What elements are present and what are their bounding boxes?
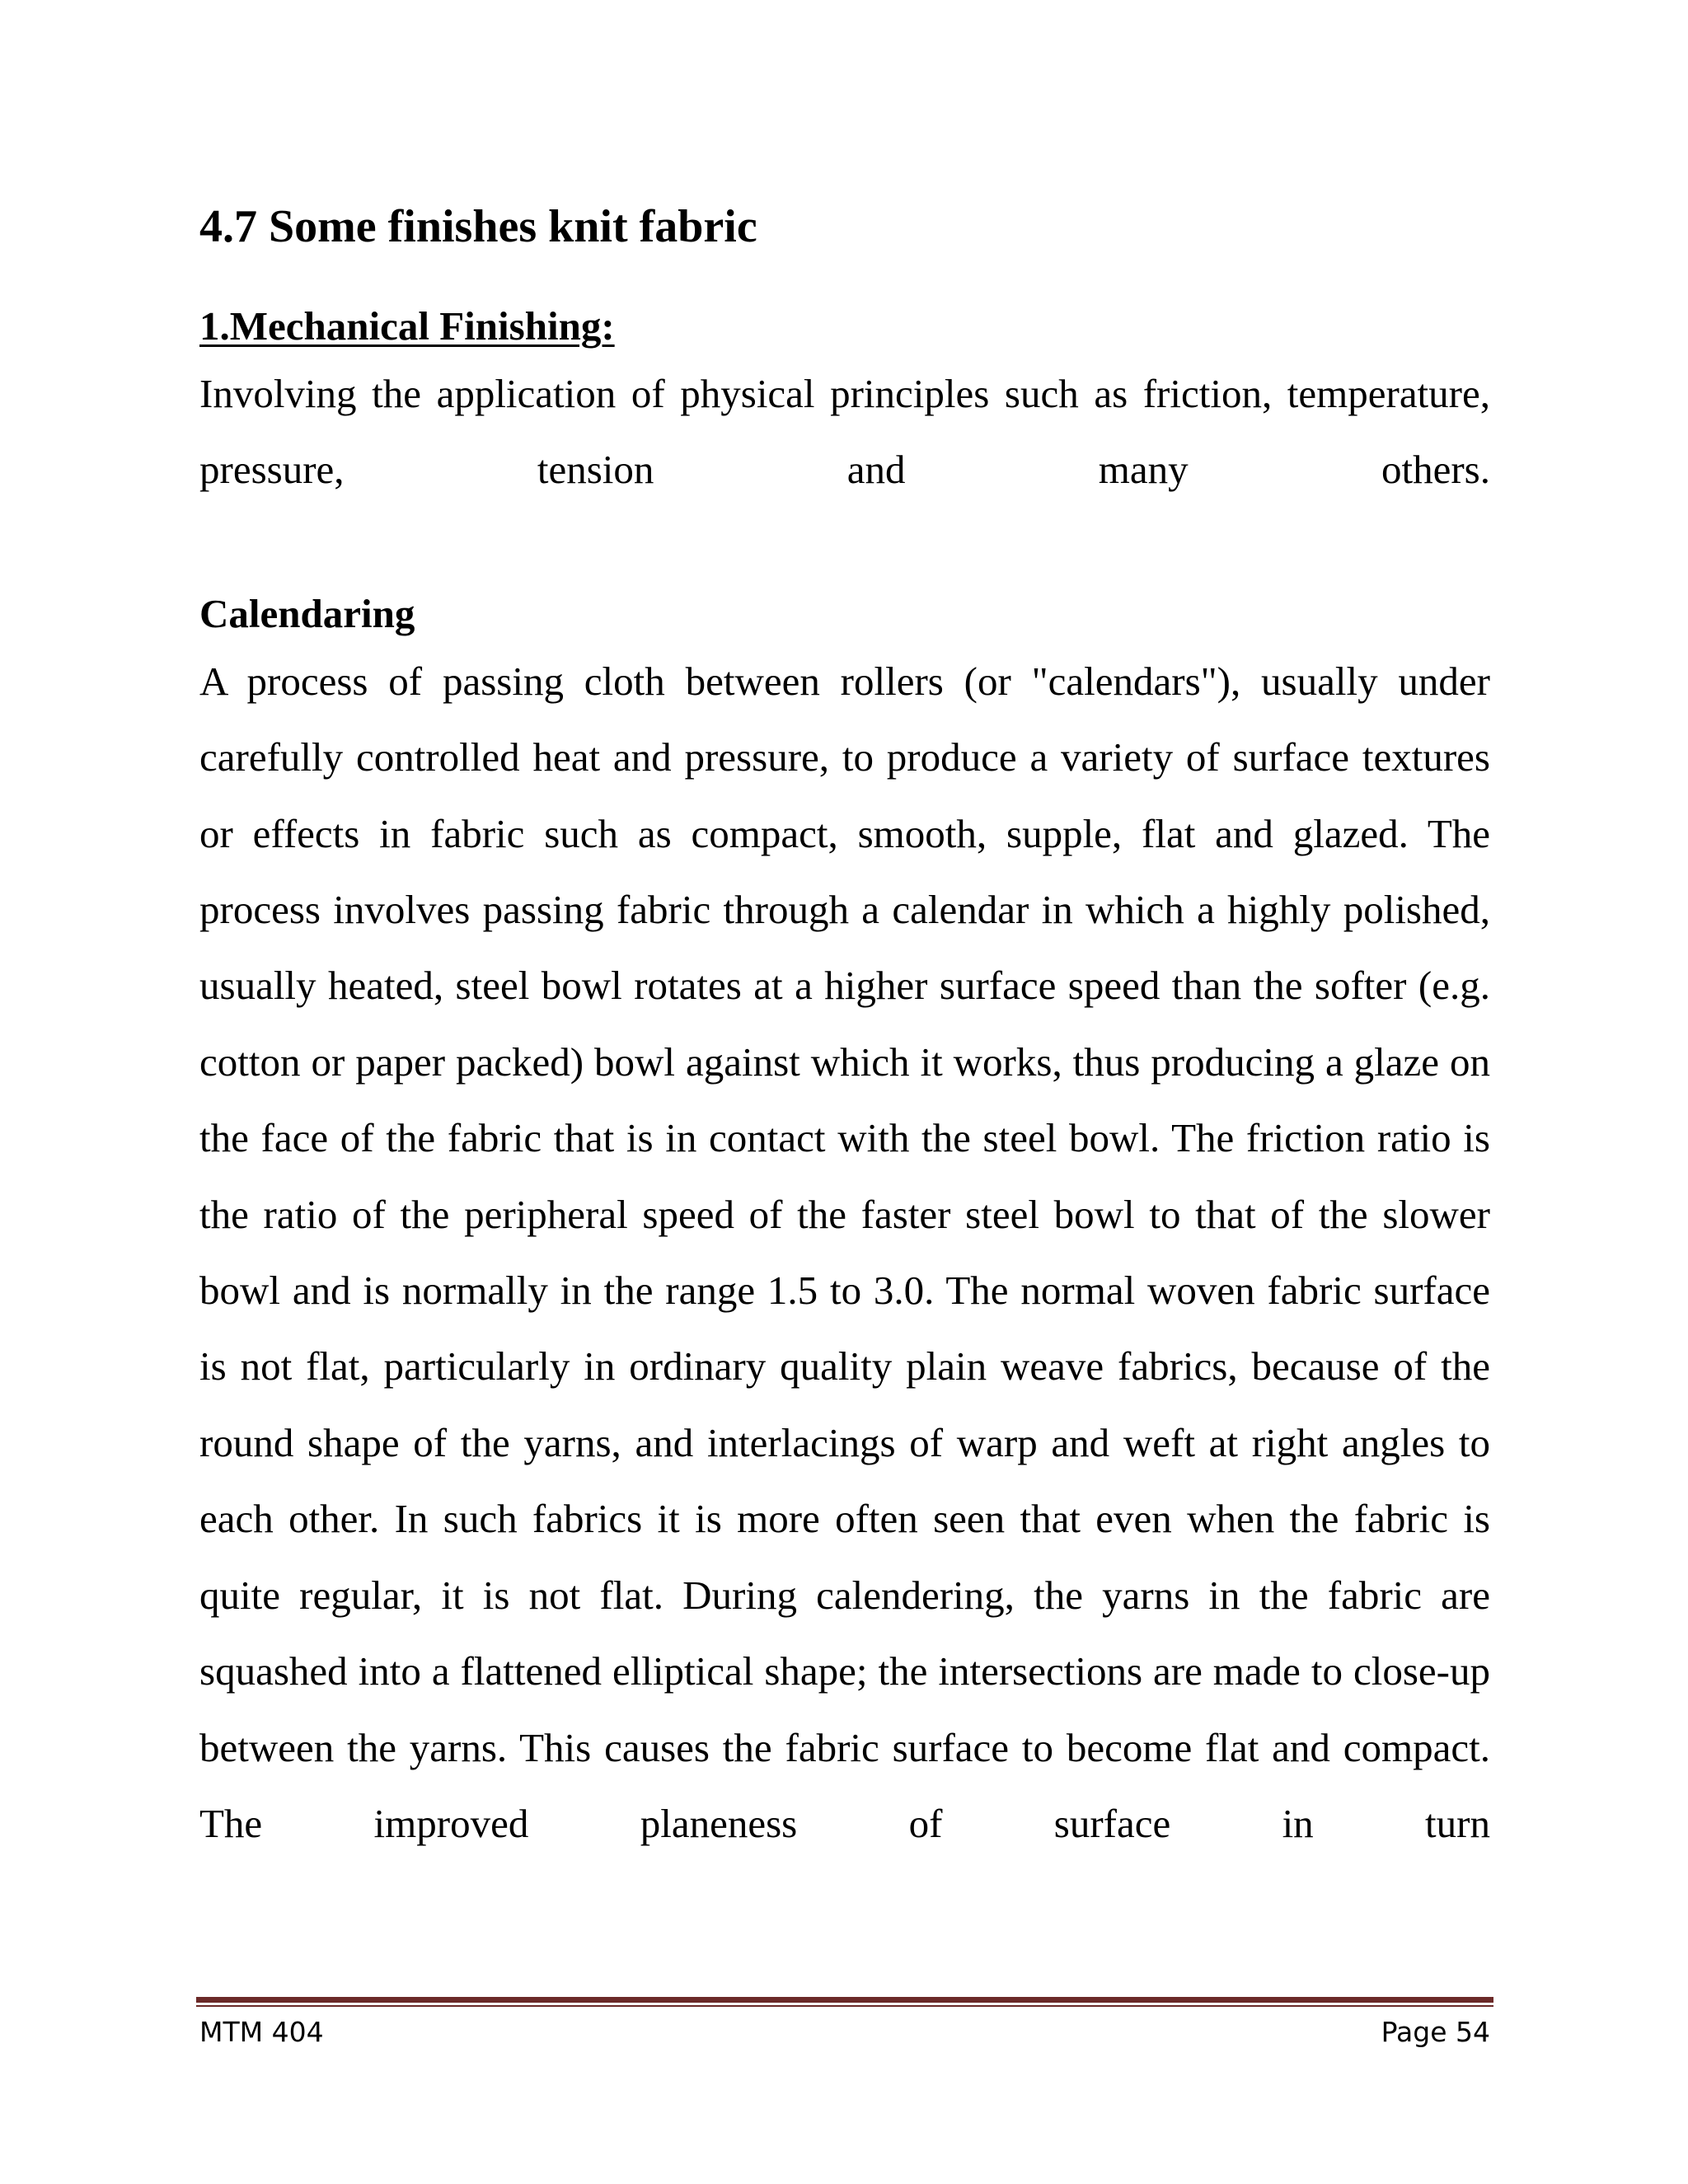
footer-page-number: Page 54 [1381, 2016, 1490, 2048]
footer-course-code: MTM 404 [199, 2016, 324, 2048]
calendaring-text: A process of passing cloth between rollers (or "calendars"), usually under carefully controlled heat and pressure, to produce a variety of surface textures or effects in fabric such as compact, smooth, supple, flat and glazed. The process involves passing fabric through a calendar in which a highly polished, usually heated, steel bowl rotates at a higher surface speed than the softer (e.g. cotton or paper packed) bowl against which it works, thus producing a glaze on the face of the fabric that is in contact with the steel bowl. The friction ratio is the ratio of the peripheral speed of the faster steel bowl to that of the slower bowl and is normally in the range 1.5 to 3.0. The normal woven fabric surface is not flat, particularly in ordinary quality plain weave fabrics, because of the round shape of the yarns, and interlacings of warp and weft at right angles to each other. In such fabrics it is more often seen that even when the fabric is quite regular, it is not flat. During calendering, the yarns in the fabric are squashed into a flattened elliptical shape; the intersections are made to close-up between the yarns. This causes the fabric surface to become flat and compact. The improved planeness of surface in turn [199, 658, 1490, 1846]
footer-rule-thin [196, 2005, 1493, 2007]
page-body [199, 198, 1490, 1862]
calendaring-title: Calendaring [199, 590, 415, 636]
footer-rule-thick [196, 1997, 1493, 2003]
mechanical-finishing-title: 1.Mechanical Finishing: [199, 303, 615, 349]
page-footer [199, 2013, 1490, 2052]
mechanical-finishing-text: Involving the application of physical principles such as friction, temperature, pressure, tension and many others. [199, 371, 1490, 493]
section-heading: 4.7 Some finishes knit fabric [199, 201, 757, 252]
footer-rule [196, 1997, 1493, 2007]
